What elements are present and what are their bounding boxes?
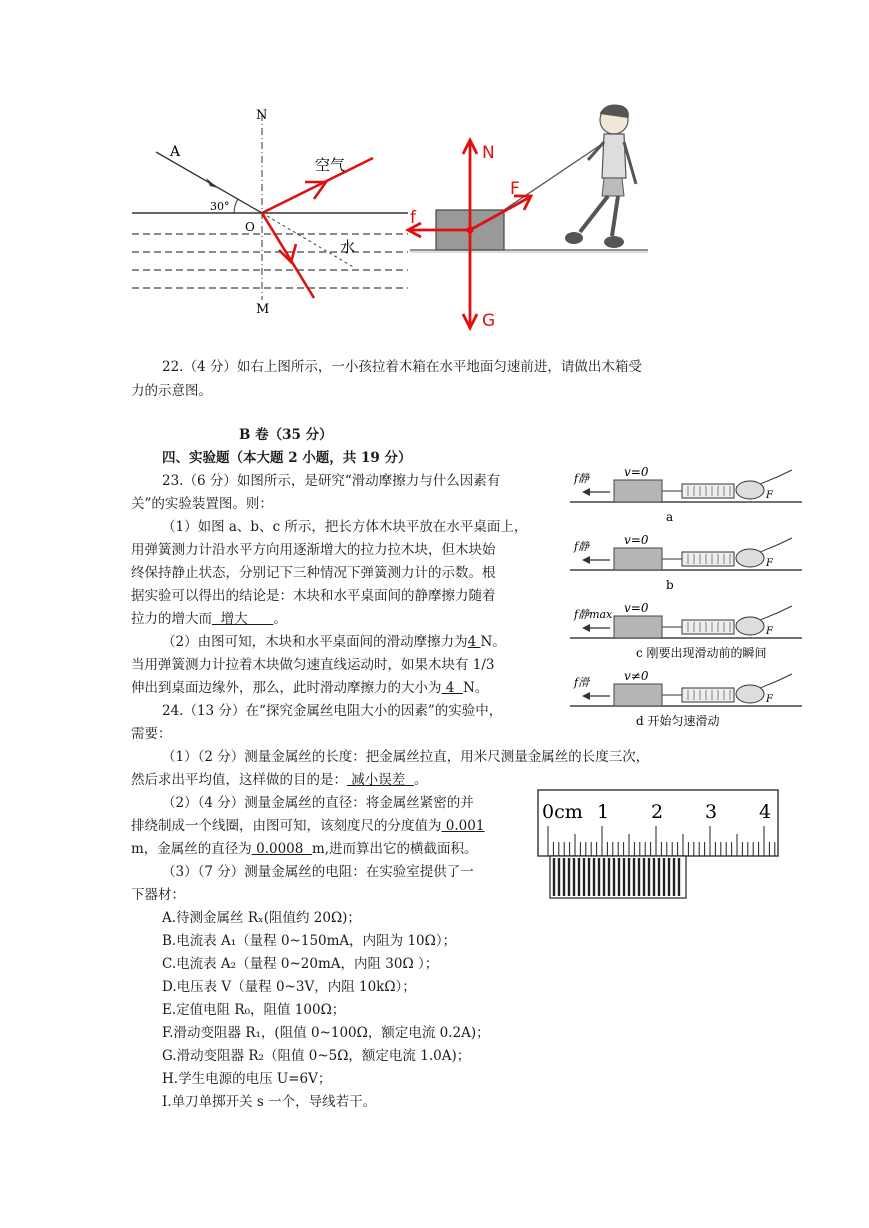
- q23-answer-sliding: 4: [441, 680, 463, 696]
- ruler-label: 3: [705, 801, 718, 823]
- row-caption: a: [666, 510, 674, 524]
- friction-arrowhead: [582, 692, 590, 700]
- friction-label: f静: [574, 540, 590, 553]
- q24-line-3: （1）（2 分）测量金属丝的长度：把金属丝拉直，用米尺测量金属丝的长度三次，: [162, 749, 650, 765]
- friction-experiment-figure: [570, 458, 806, 734]
- wood-block: [614, 480, 662, 502]
- normal-top-label: N: [256, 108, 268, 123]
- q23-line-10: [131, 676, 488, 700]
- velocity-label: v=0: [624, 601, 649, 615]
- friction-row: [570, 669, 802, 728]
- q24-l6-text: 排绕制成一个线圈，由图可知，该刻度尺的分度值为: [131, 818, 442, 834]
- wood-block: [614, 684, 662, 706]
- q24-l7-end: m,进而算出它的横截面积。: [311, 841, 478, 857]
- q23-l8-end: N。: [480, 634, 506, 650]
- force-small-f-label: f: [410, 208, 416, 228]
- q24-answer-division: 0.001: [441, 818, 485, 834]
- q23-line-4: 用弹簧测力计沿水平方向用逐渐增大的拉力拉木块，但木块始: [131, 542, 496, 558]
- normal-bottom-label: M: [256, 302, 270, 317]
- equipment-item-i: I.单刀单掷开关 s 一个，导线若干。: [162, 1094, 377, 1110]
- q24-line-1: 24.（13 分）在“探究金属丝电阻大小的因素”的实验中，: [162, 703, 503, 719]
- equipment-item-e: E.定值电阻 R₀，阻值 100Ω；: [162, 1002, 346, 1018]
- section-experiment-title: 四、实验题（本大题 2 小题，共 19 分）: [162, 450, 412, 466]
- friction-row: [570, 533, 802, 592]
- q23-line-9: 当用弹簧测力计拉着木块做匀速直线运动时，如果木块有 1/3: [131, 657, 495, 673]
- point-o-label: O: [245, 220, 255, 234]
- q24-l4-text: 然后求出平均值，这样做的目的是：: [131, 772, 347, 788]
- hand: [736, 549, 764, 567]
- pull-force-label: F: [766, 490, 773, 501]
- hand: [736, 617, 764, 635]
- q24-line-2: 需要：: [131, 726, 172, 742]
- q23-line-1: 23.（6 分）如图所示，是研究“滑动摩擦力与什么因素有: [162, 473, 501, 489]
- ruler-label: 2: [651, 801, 664, 823]
- q22-line-2: 力的示意图。: [131, 383, 212, 399]
- q24-line-7: [131, 837, 478, 861]
- hand: [736, 685, 764, 703]
- ruler-label: 0cm: [542, 801, 583, 823]
- q22-line-1: 22.（4 分）如右上图所示，一小孩拉着木箱在水平地面匀速前进，请做出木箱受: [162, 359, 642, 375]
- q24-line-9: 下器材：: [131, 887, 185, 903]
- q23-l7-text: 拉力的增大而: [131, 611, 212, 627]
- q23-l8-text: （2）由图可知，木块和水平桌面间的滑动摩擦力为: [162, 634, 468, 650]
- equipment-item-a: A.待测金属丝 Rₓ(阻值约 20Ω)；: [162, 910, 361, 926]
- spring-scale: [682, 484, 734, 498]
- q24-answer-diameter: 0.0008: [251, 841, 312, 857]
- force-n-label: N: [482, 143, 495, 163]
- ruler-coil-figure: [536, 786, 786, 902]
- friction-label: f滑: [574, 676, 590, 689]
- q23-line-6: 据实验可以得出的结论是：木块和水平桌面间的静摩擦力随着: [131, 588, 496, 604]
- friction-arrowhead: [582, 488, 590, 496]
- row-caption: d 开始匀速滑动: [636, 714, 720, 728]
- pull-force-label: F: [766, 694, 773, 705]
- equipment-item-h: H.学生电源的电压 U=6V；: [162, 1071, 332, 1087]
- friction-label: f静max: [574, 608, 613, 621]
- q24-line-4: [131, 768, 427, 792]
- wood-block: [614, 616, 662, 638]
- row-caption: c 刚要出现滑动前的瞬间: [636, 646, 767, 660]
- equipment-item-d: D.电压表 V（量程 0~3V，内阻 10kΩ）；: [162, 979, 416, 995]
- pull-force-label: F: [766, 558, 773, 569]
- q24-line-6: [131, 814, 484, 838]
- q24-line-8: （3）（7 分）测量金属丝的电阻：在实验室提供了一: [162, 864, 474, 880]
- ruler-label: 1: [597, 801, 610, 823]
- q23-line-7: [131, 607, 287, 631]
- q24-line-5: （2）（4 分）测量金属丝的直径：将金属丝紧密的并: [162, 795, 474, 811]
- pull-force-label: F: [766, 626, 773, 637]
- spring-scale: [682, 688, 734, 702]
- spring-scale: [682, 620, 734, 634]
- q24-answer-error: 减小误差: [347, 772, 414, 788]
- force-g-label: G: [482, 311, 496, 331]
- q23-l10-end: N。: [462, 680, 489, 696]
- q23-line-3: （1）如图 a、b、c 所示，把长方体木块平放在水平桌面上，: [162, 519, 528, 535]
- q23-line-8: [162, 630, 506, 654]
- friction-row: [570, 601, 802, 660]
- velocity-label: v≠0: [624, 669, 649, 683]
- q23-answer-increase: 增大: [212, 611, 274, 627]
- equipment-item-c: C.电流表 A₂（量程 0~20mA，内阻 30Ω ）；: [162, 956, 439, 972]
- friction-label: f静: [574, 472, 590, 485]
- velocity-label: v=0: [624, 533, 649, 547]
- arm: [760, 674, 792, 688]
- q23-line-2: 关”的实验装置图。则：: [131, 496, 273, 512]
- air-label: 空气: [315, 156, 346, 174]
- q23-l10-text: 伸出到桌面边缘外，那么，此时滑动摩擦力的大小为: [131, 680, 442, 696]
- refraction-diagram: [130, 100, 410, 318]
- boy-pulling-box-diagram: [400, 100, 660, 335]
- equipment-item-b: B.电流表 A₁（量程 0~150mA，内阻为 10Ω）；: [162, 933, 457, 949]
- friction-arrowhead: [582, 556, 590, 564]
- ruler-label: 4: [759, 801, 772, 823]
- section-b-title: B 卷（35 分）: [239, 427, 333, 443]
- hand: [736, 481, 764, 499]
- q24-l4-end: 。: [413, 772, 428, 788]
- arm: [760, 470, 792, 484]
- q24-l7-text: m，金属丝的直径为: [131, 841, 252, 857]
- boy-figure: [565, 105, 636, 248]
- wood-block: [614, 548, 662, 570]
- equipment-item-g: G.滑动变阻器 R₂（阻值 0~5Ω，额定电流 1.0A)；: [162, 1048, 471, 1064]
- q23-l7-end: 。: [273, 611, 287, 627]
- angle-label: 30°: [210, 200, 230, 213]
- ray-label-a: A: [170, 144, 181, 160]
- friction-row: [570, 465, 802, 524]
- q23-answer-friction: 4: [467, 634, 481, 650]
- q23-line-5: 终保持静止状态，分别记下三种情况下弹簧测力计的示数。根: [131, 565, 496, 581]
- row-caption: b: [666, 578, 674, 592]
- friction-arrowhead: [582, 624, 590, 632]
- force-big-f-label: F: [510, 179, 520, 199]
- spring-scale: [682, 552, 734, 566]
- arm: [760, 538, 792, 552]
- velocity-label: v=0: [624, 465, 649, 479]
- arm: [760, 606, 792, 620]
- equipment-item-f: F.滑动变阻器 R₁，(阻值 0~100Ω，额定电流 0.2A)；: [162, 1025, 490, 1041]
- water-label: 水: [340, 238, 356, 256]
